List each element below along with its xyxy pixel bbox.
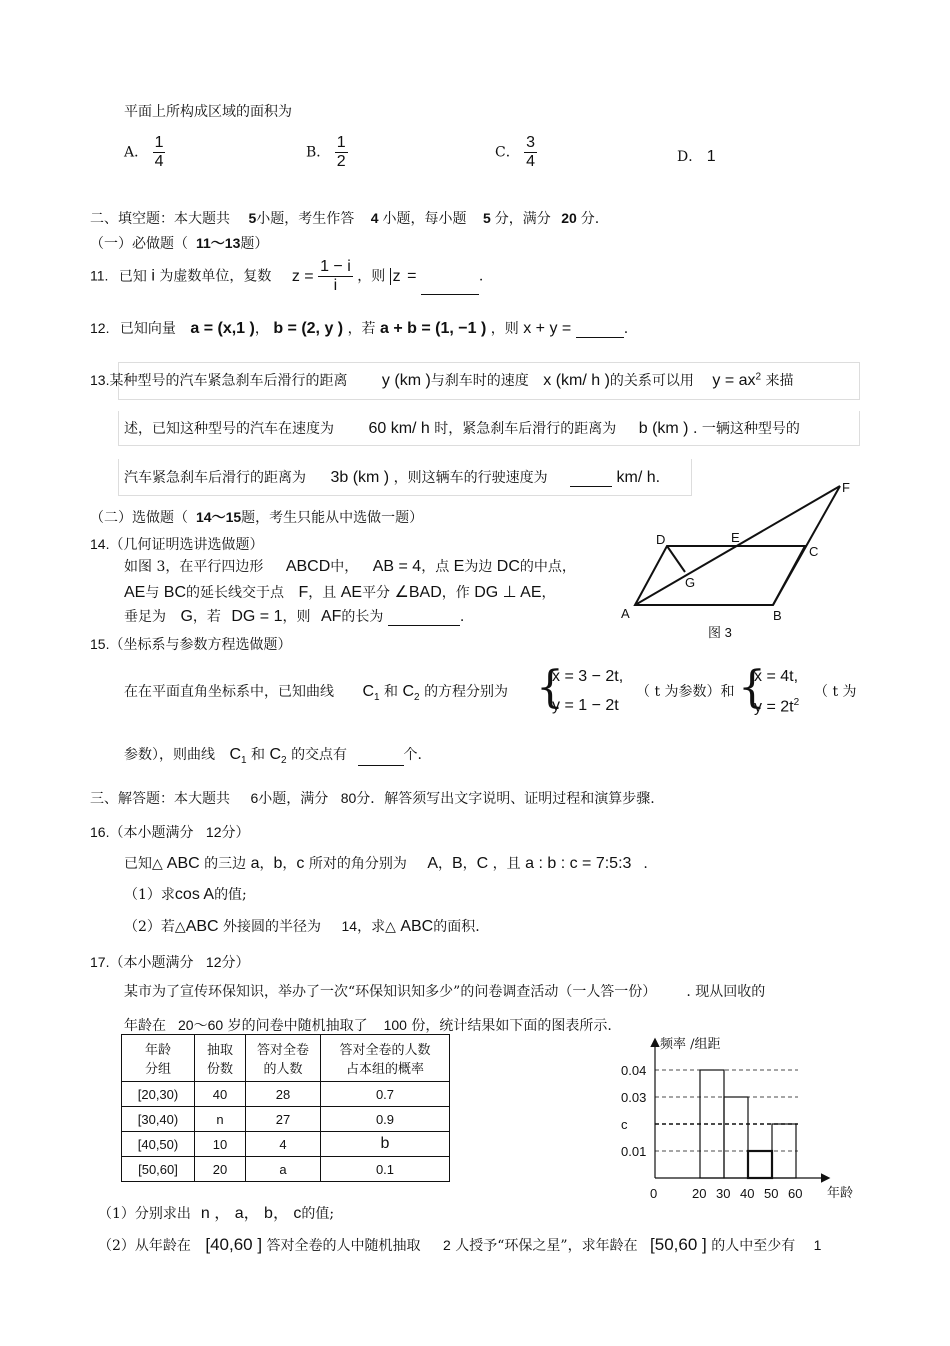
question-14-line2: AE与 BC的延长线交于点 F，且 AE平分 ∠BAD，作 DG ⊥ AE，	[124, 584, 556, 601]
q10-option-b	[306, 134, 348, 171]
label-a: A	[621, 606, 630, 621]
answer-blank[interactable]	[358, 749, 404, 766]
answer-blank[interactable]	[570, 470, 612, 487]
label-e: E	[731, 530, 740, 545]
x-tick-label: 40	[740, 1186, 755, 1201]
question-15-line2: 参数），则曲线 $C_1$ 和 $C_2$ 的交点有 个.	[124, 746, 422, 766]
x-tick-label: 30	[716, 1186, 731, 1201]
answer-blank[interactable]	[388, 609, 460, 626]
section2-header: 二、填空题：本大题共 5小题，考生作答 4 小题，每小题 5 分，满分 20 分.	[90, 210, 600, 227]
brace-1: {	[536, 662, 564, 713]
y-tick-label: 0.01	[621, 1144, 647, 1159]
origin-label: 0	[650, 1186, 658, 1201]
brace-2: {	[738, 662, 766, 713]
option-frac: $\frac{3}{4}$	[526, 134, 536, 170]
option-label: A．	[124, 144, 149, 161]
question-12: 12. 已知向量 a = (x,1 )， b = (2, y ) ，若 a + b = (1, −1 ) ，则 x + y = .	[90, 320, 629, 337]
option-label: C．	[495, 144, 520, 161]
table-header: 答对全卷 的人数	[246, 1035, 321, 1082]
table-row: [50,60] 20 a 0.1	[122, 1157, 450, 1182]
question-14-title: 14.（几何证明选讲选做题）	[90, 536, 264, 553]
option-frac: $\frac{1}{4}$	[154, 134, 164, 170]
table-row: [40,50) 10 4 b	[122, 1132, 450, 1157]
y-tick-label: 0.03	[621, 1090, 647, 1105]
label-f: F	[842, 480, 850, 495]
figure-3-parallelogram	[615, 474, 860, 644]
table-header: 答对全卷的人数 占本组的概率	[321, 1035, 450, 1082]
survey-table	[121, 1034, 450, 1182]
x-axis-label: 年龄	[827, 1186, 854, 1201]
option-label: B．	[306, 144, 331, 161]
question-15-line1: 在在平面直角坐标系中，已知曲线 $C_1$ 和 $C_2$ 的方程分别为	[124, 683, 509, 703]
q10-option-c	[495, 134, 537, 171]
question-17-part2: （2）从年龄在 [40,60 ] 答对全卷的人中随机抽取 2 人授予“环保之星”，求年龄在 [50,60 ] 的人中至少有 1	[98, 1235, 822, 1254]
y-tick-label: c	[621, 1117, 628, 1132]
question-16-title: 16.（本小题满分 12分）	[90, 824, 250, 841]
table-row: [30,40) n 27 0.9	[122, 1107, 450, 1132]
question-14-line3: 垂足为 G，若 DG = 1，则 AF的长为 .	[124, 608, 465, 625]
frequency-histogram	[610, 1030, 870, 1205]
eq2-line1: x = 4t,	[754, 668, 799, 685]
label-g: G	[685, 575, 696, 590]
param-note-1: （ t 为参数）和	[636, 684, 735, 700]
eq2-line2: $y = 2t^2$	[754, 697, 800, 716]
answer-blank[interactable]	[576, 321, 624, 338]
question-11: 11. 已知 i 为虚数单位，复数 z = $\frac{1 - i}{i}$ ，则 z = .	[90, 258, 484, 294]
option-label: D．	[677, 149, 703, 165]
question-16-part1: （1）求cos A的值;	[124, 886, 247, 903]
param-note-2: （ t 为	[814, 684, 857, 700]
eq1-line1: x = 3 − 2t,	[552, 668, 624, 685]
figure-caption: 图 3	[708, 625, 732, 640]
option-value: 1	[706, 148, 716, 165]
y-axis-label: 频率 /组距	[660, 1037, 721, 1052]
q10-option-a	[124, 134, 165, 171]
q10-option-d	[677, 146, 716, 166]
answer-blank[interactable]	[421, 278, 479, 295]
question-15-title: 15.（坐标系与参数方程选做题）	[90, 636, 292, 653]
question-16-part2: （2）若△ABC 外接圆的半径为 14，求△ ABC的面积.	[124, 918, 480, 935]
eq1-line2: y = 1 − 2t	[552, 697, 619, 714]
option-frac: $\frac{1}{2}$	[336, 134, 346, 170]
question-17-line1: 某市为了宣传环保知识，举办了一次“环保知识知多少”的问卷调查活动（一人答一份） . 现从回收的	[124, 984, 766, 1000]
x-tick-label: 20	[692, 1186, 707, 1201]
table-header: 年龄 分组	[122, 1035, 195, 1082]
x-tick-label: 60	[788, 1186, 803, 1201]
question-17-line2: 年龄在 20～60 岁的问卷中随机抽取了 100 份，统计结果如下面的图表所示.	[124, 1017, 612, 1034]
question-16-line1: 已知△ ABC 的三边 a，b，c 所对的角分别为 A，B，C ，且 a : b : c = 7:5:3 .	[124, 855, 648, 872]
histogram-bar	[748, 1151, 772, 1178]
y-tick-label: 0.04	[621, 1063, 647, 1078]
question-17-title: 17.（本小题满分 12分）	[90, 954, 250, 971]
line-dg	[667, 546, 685, 572]
label-c: C	[809, 544, 819, 559]
section2-sub2: （二）选做题（ 14～15题，考生只能从中选做一题）	[90, 509, 424, 526]
question-14-line1: 如图 3，在平行四边形 ABCD中， AB = 4，点 E为边 DC的中点，	[124, 558, 576, 575]
section2-sub1: （一）必做题（ 11～13题）	[90, 235, 269, 252]
section3-header: 三、解答题：本大题共 6小题，满分 80分．解答须写出文字说明、证明过程和演算步骤.	[90, 790, 655, 807]
question-13-line2: 述，已知这种型号的汽车在速度为 60 km/ h 时，紧急刹车后滑行的距离为 b (km ) . 一辆这种型号的	[124, 420, 800, 437]
abs-z: z	[390, 268, 403, 285]
label-b: B	[773, 608, 782, 623]
x-tick-label: 50	[764, 1186, 779, 1201]
table-header: 抽取 份数	[195, 1035, 246, 1082]
q10-stem-end: 平面上所构成区域的面积为	[124, 104, 292, 120]
question-13-line3: 汽车紧急刹车后滑行的距离为 3b (km ) ，则这辆车的行驶速度为 km/ h.	[124, 469, 661, 486]
table-row: [20,30) 40 28 0.7	[122, 1082, 450, 1107]
question-17-part1: （1）分别求出 n ， a， b， c的值;	[98, 1205, 335, 1222]
label-d: D	[656, 532, 666, 547]
question-13-line1: 13.某种型号的汽车紧急刹车后滑行的距离 y (km )与刹车时的速度 x (km/ h )的关系可以用 $y = ax^2$ 来描	[90, 371, 794, 389]
histogram-bar	[724, 1097, 748, 1178]
fraction: $\frac{1 - i}{i}$	[320, 258, 351, 294]
